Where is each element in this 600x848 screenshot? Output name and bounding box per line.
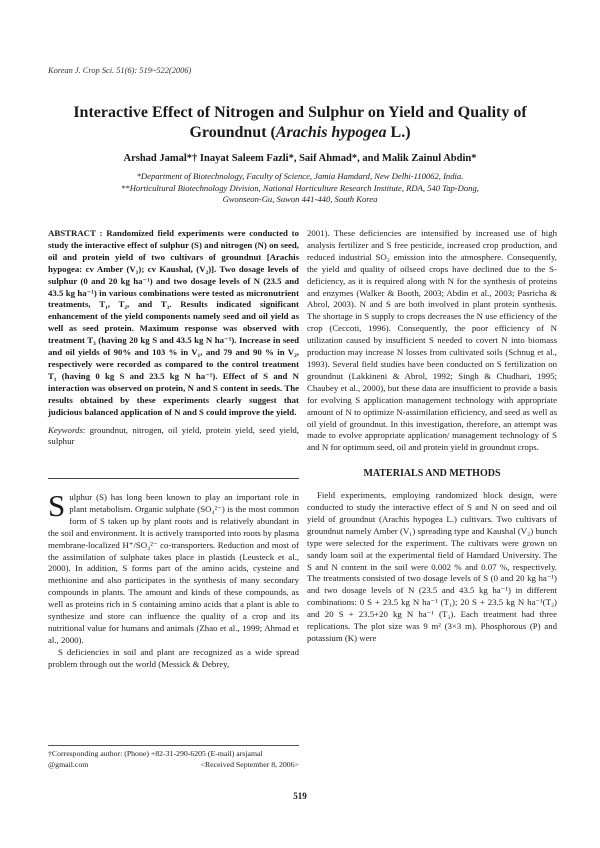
author-list: Arshad Jamal*† Inayat Saleem Fazli*, Saif Ahmad*, and Malik Zainul Abdin* bbox=[123, 153, 477, 164]
corresponding-footnote bbox=[48, 745, 299, 770]
keywords-label: Keywords bbox=[48, 424, 83, 435]
title-pre: Groundnut ( bbox=[189, 124, 276, 141]
intro-paragraph-2: S deficiencies in soil and plant are recognized as a wide spread problem through out the world (Messick & Debrey, bbox=[48, 646, 299, 669]
methods-paragraph-1: Field experiments, employing randomized block design, were conducted to study the interactive effect of S and N on seed and oil yield of groundnut (Arachis hypogea L.) cultivars. Two cultivars of groundnut namely Amber (V₁) spreading type and Kaushal (V₂) bunch type were selected for the experiment. The cultivars were grown on sandy loam soil at the experimental field of Hamdard University. The S and N content in the soil were 0.002 % and 0.07 %, respectively. The treatments consisted of two dosage levels of S (0 and 20 kg ha⁻¹) and two dosage levels of N (23.5 and 43.5 kg ha⁻¹) in different combinations: 0 S + 23.5 kg N ha⁻¹ (T₁); 20 S + 23.5 kg N ha⁻¹(T₂) and 20 S + 23.5+20 kg N ha⁻¹ (T₃). Each treatment had three replications. The plot size was 9 m² (3×3 m). Phosphorous (P) and potassium (K) were bbox=[307, 490, 557, 643]
intro-paragraph-1 bbox=[48, 488, 299, 647]
right-paragraph-1: 2001). These deficiencies are intensified by increased use of high analysis fertilizer and S free pesticide, increased crop production, and reduced industrial SO₂ emission into the atmosphere. Consequently, the yield and quality of oilseed crops have declined due to the S-deficiency, as it is required along with N for the synthesis of proteins and enzymes (Walker & Booth, 2003; Abdin et al., 2003; Pasricha & Abrol, 2003). N and S are both involved in plant protein synthesis. The shortage in S supply to crops decreases the N use efficiency of the crop (Ceccoti, 1996). Consequently, the poor efficiency of N utilization caused by insufficient S needed to covert N into biomass production may increase N losses from cultivated soils (Schnug et al., 1993). Several field studies have been conducted on S fertilization on groundnut (Lakkineni & Abrol, 1992; Singh & Chudhari, 1995; Chaubey et al., 2000), but these data are insufficient to provide a basis for evolving S application management technology with appropriate amount of N to optimize N-assimilation efficiency, and seed as well as oil yield of groundnut. In this investigation, therefore, an attempt was made to evolve appropriate application/ management technology of S and N for optimum seed, oil and protein yield in groundnut crops. bbox=[307, 228, 557, 453]
section-heading-methods: MATERIALS AND METHODS bbox=[363, 468, 501, 480]
abstract-text: Randomized field experiments were conducted to study the interactive effect of sulphur (S) and nitrogen (N) on seed, oil and protein yield of two cultivars of groundnut [Arachis hypogea: cv Amber (V₁); cv Kaushal, (V₂)]. Two dosage levels of sulphur (0 and 20 kg ha⁻¹) and two dosage levels of N (23.5 and 43.5 kg ha⁻¹) in various combinations were tested as micronutrient treatments, T₁, T₂, and T₃. Results indicated significant enhancement of the yield components namely seed and oil yield as well as seed protein. Maximum response was observed with treatment T₃ (having 20 kg S and 43.5 kg N ha⁻¹). Increase in seed and oil yields of 90% and 103 % in V₁, and 79 and 90 % in V₂, respectively were recorded as compared to the control treatment T₁ (having 0 kg S and 23.5 kg N ha⁻¹). Effect of S and N interaction was observed on protein, N and S content in seeds. The results obtained by these experiments clearly suggest that judicious balanced application of N and S could improve the yield. bbox=[48, 228, 300, 417]
title-species: Arachis hypogea bbox=[275, 124, 387, 141]
footnote-text: †Corresponding author: (Phone) +82-31-290-6205 (E-mail) arsjamal @gmail.com bbox=[48, 749, 263, 769]
paper-title bbox=[40, 103, 560, 143]
received-date: <Received September 8, 2006> bbox=[200, 759, 299, 769]
keywords bbox=[48, 425, 299, 449]
title-line-1: Interactive Effect of Nitrogen and Sulphur on Yield and Quality of bbox=[73, 104, 527, 121]
affiliations bbox=[40, 171, 560, 206]
affiliation-2: **Horticultural Biotechnology Division, National Horticulture Research Institute, RDA, 540 Tap-Dong, bbox=[121, 182, 479, 193]
journal-citation: Korean J. Crop Sci. 51(6): 519~522(2006) bbox=[48, 66, 192, 75]
title-post: L.) bbox=[386, 124, 411, 141]
title-line-2 bbox=[40, 123, 560, 143]
affiliation-1: *Department of Biotechnology, Faculty of Science, Jamia Hamdard, New Delhi-110062, India. bbox=[136, 171, 464, 181]
drop-cap: S bbox=[48, 488, 66, 523]
abstract-label: ABSTRACT : bbox=[48, 228, 107, 238]
right-column bbox=[307, 228, 557, 645]
affiliation-3: Gwonseon-Gu, Suwon 441-440, South Korea bbox=[222, 194, 378, 204]
intro-p1-text: ulphur (S) has long been known to play an important role in plant metabolism. Organic sulphate (SO₄²⁻) is the most common form of S taken up by plant roots and is relatively abundant in the soil and environment. It is actively transported into roots by plasma membrane-localized H⁺/SO₄²⁻ co-transporters. Reduction and most of the assimilation of sulphate takes place in plastids (Leusteck et al., 2000). In addition, S forms part of the amino acids, cysteine and methionine and also participates in the synthesis of many secondary compounds in plants. The amount and kinds of these compounds, as well as proteins rich in S containing amino acids that a plant is able to synthesize and store can influence the quality of a crop and its nutritional value for humans and animals (Zhao et al., 1999; Ahmad et al., 2000). bbox=[48, 492, 299, 645]
abstract-divider bbox=[48, 478, 299, 479]
left-column bbox=[48, 228, 299, 448]
page-number: 519 bbox=[293, 791, 307, 801]
keywords-text: : groundnut, nitrogen, oil yield, protein yield, seed yield, sulphur bbox=[48, 424, 299, 447]
introduction bbox=[48, 488, 299, 671]
abstract bbox=[48, 228, 299, 419]
